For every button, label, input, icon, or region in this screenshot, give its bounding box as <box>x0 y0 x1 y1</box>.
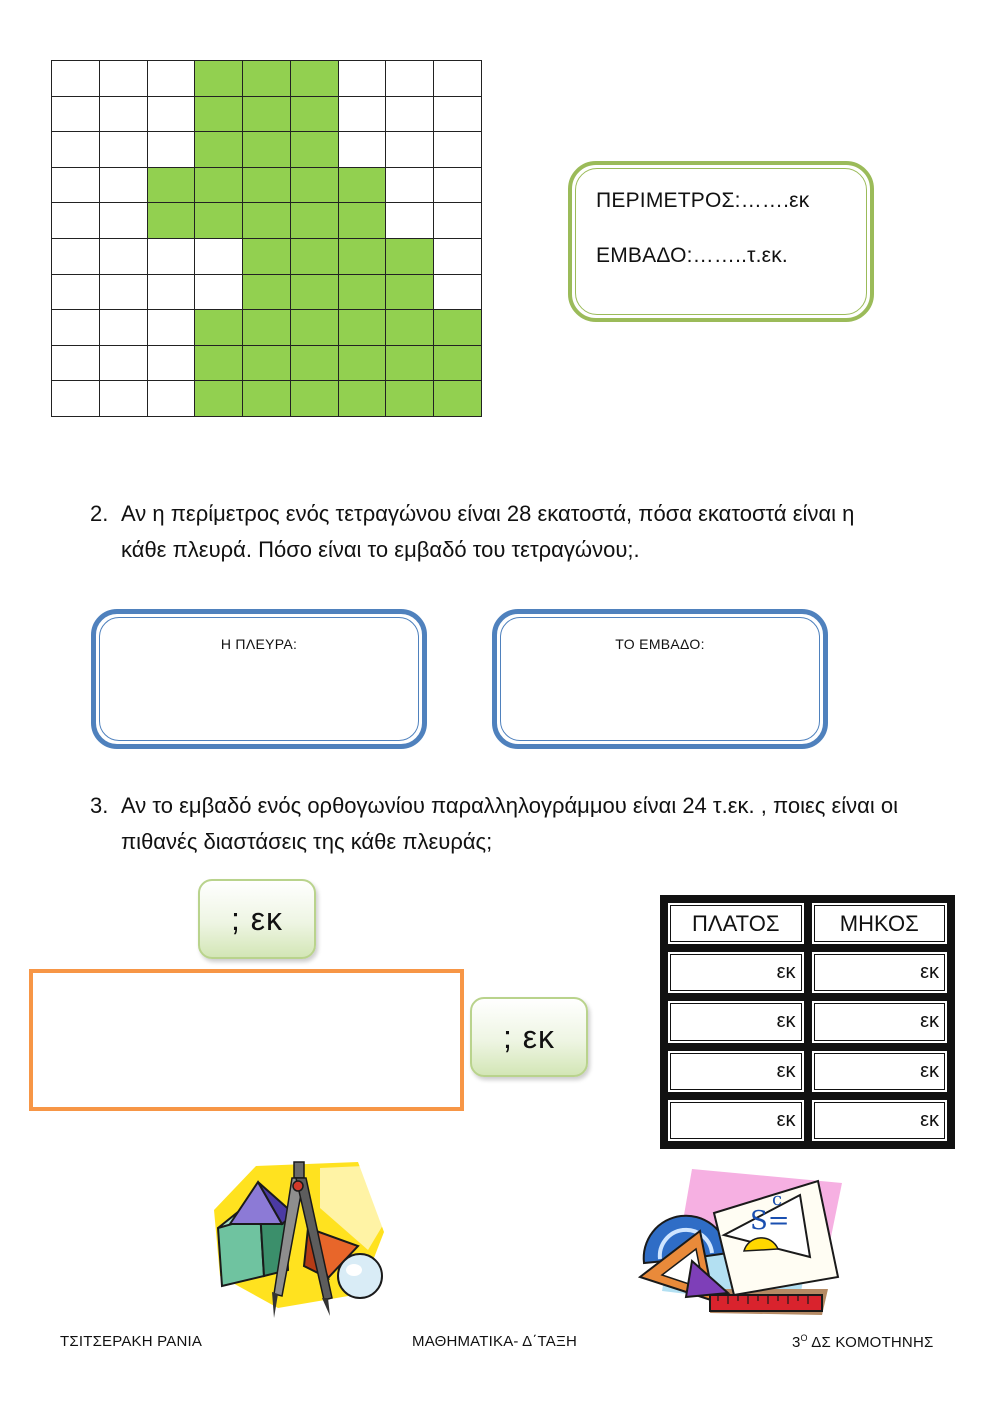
footer-school <box>792 1333 933 1351</box>
rect-top-side-label: ; εκ <box>198 879 316 959</box>
grid-cell-filled <box>195 310 243 346</box>
geometry-tools-icon <box>632 1165 850 1323</box>
grid-cell <box>100 203 148 239</box>
dimensions-table <box>660 895 955 1149</box>
grid-cell-filled <box>386 310 434 346</box>
grid-cell-filled <box>386 346 434 382</box>
grid-cell <box>148 310 196 346</box>
grid-cell <box>52 346 100 382</box>
grid-cell <box>52 203 100 239</box>
grid-cell <box>148 381 196 417</box>
grid-cell-filled <box>339 346 387 382</box>
grid-cell <box>148 97 196 133</box>
grid-cell-filled <box>195 168 243 204</box>
question-3-number: 3. <box>90 793 109 818</box>
grid-cell-filled <box>339 310 387 346</box>
grid-cell <box>434 61 482 97</box>
grid-cell-filled <box>291 275 339 311</box>
question-2-text: Αν η περίμετρος ενός τετραγώνου είναι 28 εκατοστά, πόσα εκατοστά είναι η κάθε πλευρά. Πόσο είναι το εμβαδό του τετραγώνου;. <box>121 501 855 562</box>
grid-cell <box>434 97 482 133</box>
grid-cell-filled <box>243 168 291 204</box>
rect-right-side-label: ; εκ <box>470 997 588 1077</box>
footer-subject: ΜΑΘΗΜΑΤΙΚΑ- Δ΄ΤΑΞΗ <box>412 1333 577 1350</box>
grid-cell-filled <box>291 239 339 275</box>
grid-cell-filled <box>434 346 482 382</box>
width-cell[interactable]: εκ <box>666 1049 806 1094</box>
width-cell[interactable]: εκ <box>666 1098 806 1143</box>
grid-cell <box>386 203 434 239</box>
width-cell[interactable]: εκ <box>666 999 806 1044</box>
grid-cell <box>100 381 148 417</box>
grid-cell <box>148 275 196 311</box>
question-3 <box>90 788 950 860</box>
grid-cell <box>100 97 148 133</box>
grid-cell-filled <box>195 97 243 133</box>
grid-cell <box>339 61 387 97</box>
grid-cell-filled <box>386 381 434 417</box>
area-answer-box[interactable] <box>492 609 828 749</box>
grid-cell-filled <box>291 97 339 133</box>
width-header: ΠΛΑΤΟΣ <box>666 901 806 946</box>
grid-cell-filled <box>243 97 291 133</box>
question-2-number: 2. <box>90 501 109 526</box>
school-name: ΔΣ ΚΟΜΟΤΗΝΗΣ <box>807 1334 934 1351</box>
grid-cell-filled <box>291 132 339 168</box>
svg-text:S=: S= <box>750 1206 790 1236</box>
svg-text:c: c <box>772 1189 783 1210</box>
footer-author: ΤΣΙΤΣΕΡΑΚΗ ΡΑΝΙΑ <box>60 1333 203 1350</box>
grid-cell <box>52 239 100 275</box>
grid-cell <box>434 275 482 311</box>
grid-cell <box>52 168 100 204</box>
grid-cell-filled <box>339 239 387 275</box>
grid-cell-filled <box>243 346 291 382</box>
grid-cell <box>100 168 148 204</box>
grid-cell-filled <box>291 310 339 346</box>
grid-cell-filled <box>339 168 387 204</box>
grid-cell-filled <box>195 132 243 168</box>
grid-cell-filled <box>195 61 243 97</box>
grid-cell <box>100 275 148 311</box>
grid-cell <box>100 310 148 346</box>
grid-cell-filled <box>434 381 482 417</box>
grid-cell <box>386 61 434 97</box>
grid-cell-filled <box>243 275 291 311</box>
grid-cell <box>100 61 148 97</box>
grid-cell-filled <box>243 239 291 275</box>
length-header: ΜΗΚΟΣ <box>810 901 950 946</box>
grid-cell-filled <box>291 381 339 417</box>
grid-cell-filled <box>386 275 434 311</box>
grid-cell-filled <box>243 381 291 417</box>
grid-cell <box>52 97 100 133</box>
grid-cell <box>52 275 100 311</box>
length-cell[interactable]: εκ <box>810 950 950 995</box>
grid-cell <box>148 239 196 275</box>
grid-cell <box>148 132 196 168</box>
width-cell[interactable]: εκ <box>666 950 806 995</box>
grid-cell-filled <box>243 310 291 346</box>
question-3-text: Αν το εμβαδό ενός ορθογωνίου παραλληλογράμμου είναι 24 τ.εκ. , ποιες είναι οι πιθανές διαστάσεις της κάθε πλευράς; <box>121 793 899 854</box>
grid-cell <box>434 203 482 239</box>
length-cell[interactable]: εκ <box>810 1049 950 1094</box>
grid-cell <box>52 61 100 97</box>
grid-cell-filled <box>195 203 243 239</box>
grid-cell-filled <box>195 346 243 382</box>
area-grid <box>51 60 482 417</box>
side-answer-box[interactable] <box>91 609 427 749</box>
perimeter-label: ΠΕΡΙΜΕΤΡΟΣ:…….εκ <box>596 189 810 212</box>
grid-cell-filled <box>291 168 339 204</box>
grid-cell-filled <box>148 168 196 204</box>
grid-cell-filled <box>291 61 339 97</box>
grid-cell <box>339 132 387 168</box>
rectangle-figure <box>29 969 464 1111</box>
length-cell[interactable]: εκ <box>810 999 950 1044</box>
grid-cell-filled <box>339 275 387 311</box>
grid-cell <box>434 239 482 275</box>
grid-cell <box>52 310 100 346</box>
grid-cell <box>339 97 387 133</box>
grid-cell <box>148 346 196 382</box>
grid-cell-filled <box>243 203 291 239</box>
grid-cell <box>386 132 434 168</box>
area-answer-label: ΤΟ ΕΜΒΑΔΟ: <box>615 636 705 652</box>
question-2 <box>90 496 950 568</box>
grid-cell-filled <box>148 203 196 239</box>
grid-cell <box>52 381 100 417</box>
side-answer-label: Η ΠΛΕΥΡΑ: <box>220 636 298 652</box>
grid-cell <box>100 239 148 275</box>
grid-cell <box>195 239 243 275</box>
school-number-superscript: Ο <box>800 1333 808 1343</box>
grid-cell-filled <box>291 203 339 239</box>
grid-cell <box>386 168 434 204</box>
grid-cell-filled <box>195 381 243 417</box>
area-label: ΕΜΒΑΔΟ:……..τ.εκ. <box>596 244 788 267</box>
geometry-shapes-compass-icon <box>208 1158 388 1320</box>
perimeter-area-box <box>568 161 874 322</box>
grid-cell <box>100 346 148 382</box>
grid-cell-filled <box>434 310 482 346</box>
grid-cell-filled <box>386 239 434 275</box>
grid-cell-filled <box>243 132 291 168</box>
grid-cell <box>148 61 196 97</box>
grid-cell <box>52 132 100 168</box>
grid-cell <box>195 275 243 311</box>
grid-cell-filled <box>291 346 339 382</box>
grid-cell-filled <box>243 61 291 97</box>
grid-cell <box>434 168 482 204</box>
grid-cell-filled <box>339 203 387 239</box>
grid-cell <box>434 132 482 168</box>
grid-cell <box>386 97 434 133</box>
school-number: 3 <box>792 1334 801 1351</box>
length-cell[interactable]: εκ <box>810 1098 950 1143</box>
grid-cell <box>100 132 148 168</box>
grid-cell-filled <box>339 381 387 417</box>
